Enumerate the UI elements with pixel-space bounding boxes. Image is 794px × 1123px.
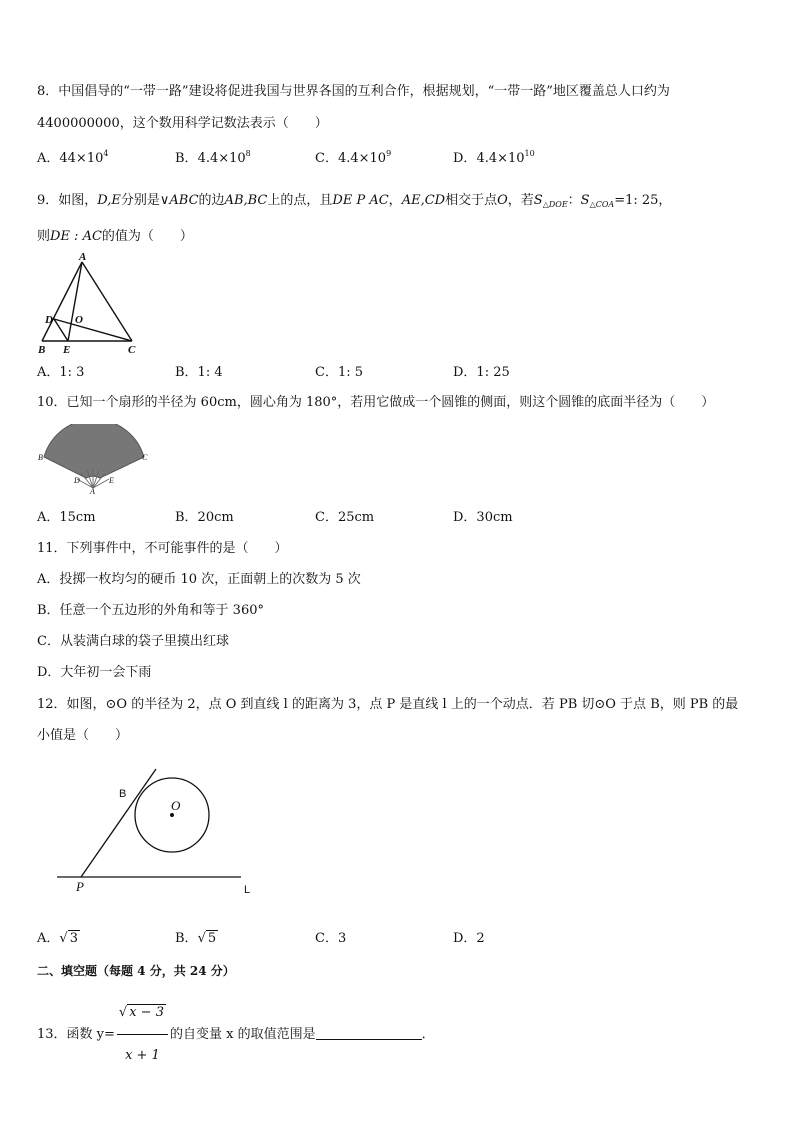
q9-s-sub-1: △DOE bbox=[542, 200, 568, 209]
q9-expr: DE : AC bbox=[50, 229, 102, 244]
center-o-dot bbox=[170, 813, 174, 817]
q13-end: ． bbox=[421, 1027, 435, 1042]
q12-option-b bbox=[175, 930, 218, 948]
option-base: 44×10 bbox=[59, 151, 104, 166]
q12-circle-figure bbox=[55, 760, 265, 898]
option-exponent: 8 bbox=[245, 149, 251, 158]
option-exponent: 10 bbox=[524, 149, 535, 158]
option-radicand: 3 bbox=[69, 931, 78, 946]
q9-s-sub-2: △COA bbox=[589, 200, 615, 209]
q9-text: 的边 bbox=[198, 193, 225, 208]
label-d: D bbox=[74, 476, 80, 485]
q12-option-c: C．3 bbox=[315, 931, 347, 946]
option-exponent: 4 bbox=[103, 149, 109, 158]
label-b: B bbox=[38, 453, 43, 462]
q9-text: ， bbox=[658, 193, 672, 208]
q9-s-letter: S bbox=[580, 193, 590, 208]
label-p: P bbox=[76, 879, 84, 894]
label-c: C bbox=[128, 344, 136, 356]
q12-option-d: D．2 bbox=[453, 931, 485, 946]
q10-option-c: C．25cm bbox=[315, 510, 375, 525]
q9-point-o: O bbox=[497, 193, 508, 208]
q8-stem-line-1: 8．中国倡导的“一带一路”建设将促进我国与世界各国的互利合作，根据规划，“一带一路”地区覆盖总人口约为 bbox=[37, 84, 670, 99]
q9-parallel: DE P AC bbox=[332, 193, 389, 208]
side-ab bbox=[42, 262, 82, 341]
segment-ae bbox=[68, 262, 82, 341]
label-o: O bbox=[171, 798, 181, 813]
option-exponent: 9 bbox=[386, 149, 392, 158]
option-label: A． bbox=[37, 931, 60, 946]
q9-text: 分别是 bbox=[120, 193, 160, 208]
q11-option-c: C．从装满白球的袋子里摸出红球 bbox=[37, 634, 229, 649]
q9-colon: ： bbox=[567, 193, 581, 208]
sqrt-icon: √ bbox=[197, 931, 206, 946]
option-base: 4.4×10 bbox=[337, 151, 387, 166]
q11-option-b: B．任意一个五边形的外角和等于 360° bbox=[37, 603, 264, 618]
label-d: D bbox=[45, 314, 53, 326]
label-a: A bbox=[90, 487, 95, 496]
q9-option-d: D．1: 25 bbox=[453, 365, 510, 380]
q9-prefix: 9．如图， bbox=[37, 193, 98, 208]
q9-triangle: ∨ABC bbox=[159, 193, 199, 208]
option-radicand: 5 bbox=[207, 931, 217, 946]
q9-points-de: D,E bbox=[97, 193, 121, 208]
option-label: B． bbox=[175, 931, 198, 946]
q9-text: 则 bbox=[37, 229, 51, 244]
q9-s-letter: S bbox=[533, 193, 543, 208]
q9-ratio-value: =1: 25 bbox=[614, 193, 659, 208]
label-b: B bbox=[38, 344, 46, 356]
q9-stem-line-1 bbox=[37, 192, 671, 214]
label-b: B bbox=[119, 788, 127, 800]
q10-option-b: B．20cm bbox=[175, 510, 234, 525]
q9-text: ， bbox=[388, 193, 402, 208]
q9-text: 的值为（ ） bbox=[101, 229, 193, 244]
q8-option-b bbox=[175, 150, 251, 168]
q8-option-d bbox=[453, 150, 535, 168]
label-a: A bbox=[79, 251, 87, 263]
q9-sides: AB,BC bbox=[224, 193, 268, 208]
numerator-radicand: x − 3 bbox=[129, 1005, 164, 1020]
q9-option-a: A．1: 3 bbox=[37, 365, 85, 380]
q8-option-c bbox=[315, 150, 391, 168]
label-c: C bbox=[142, 453, 148, 462]
q10-option-a: A．15cm bbox=[37, 510, 96, 525]
q13-fraction bbox=[117, 993, 168, 1076]
q11-option-d: D．大年初一会下雨 bbox=[37, 665, 152, 680]
q8-stem-line-2: 4400000000，这个数用科学记数法表示（ ） bbox=[37, 116, 328, 131]
option-base: 4.4×10 bbox=[197, 151, 246, 166]
option-base: 4.4×10 bbox=[476, 151, 525, 166]
q12-stem-line-2: 小值是（ ） bbox=[37, 728, 129, 743]
q9-option-c: C．1: 5 bbox=[315, 365, 364, 380]
q10-stem: 10．已知一个扇形的半径为 60cm，圆心角为 180°，若用它做成一个圆锥的侧面，则这个圆锥的底面半径为（ ） bbox=[37, 395, 715, 410]
q9-triangle-figure bbox=[34, 250, 144, 358]
q9-text: 上的点，且 bbox=[267, 193, 333, 208]
q10-fan-figure bbox=[34, 424, 154, 496]
q11-stem: 11．下列事件中，不可能事件的是（ ） bbox=[37, 541, 288, 556]
fraction-numerator: √ x − 3 bbox=[117, 993, 168, 1035]
option-label: D． bbox=[453, 151, 477, 166]
option-label: B． bbox=[175, 151, 198, 166]
q13-suffix: 的自变量 x 的取值范围是 bbox=[169, 1027, 316, 1042]
q12-stem-line-1: 12．如图，⊙O 的半径为 2，点 O 到直线 l 的距离为 3，点 P 是直线 l 上的一个动点．若 PB 切⊙O 于点 B，则 PB 的最 bbox=[37, 697, 739, 712]
q12-option-a bbox=[37, 930, 80, 948]
q11-option-a: A．投掷一枚均匀的硬币 10 次，正面朝上的次数为 5 次 bbox=[37, 572, 361, 587]
answer-blank[interactable] bbox=[316, 1027, 422, 1040]
fan-surface bbox=[44, 424, 144, 478]
label-l: L bbox=[244, 884, 251, 896]
q13-stem bbox=[37, 993, 435, 1076]
fraction-denominator: x + 1 bbox=[125, 1048, 160, 1063]
q9-stem-line-2 bbox=[37, 228, 193, 246]
option-label: A． bbox=[37, 151, 60, 166]
q9-text: 相交于点 bbox=[445, 193, 498, 208]
label-o: O bbox=[75, 314, 83, 326]
q9-option-b: B．1: 4 bbox=[175, 365, 223, 380]
q9-text: ，若 bbox=[507, 193, 534, 208]
sqrt-icon: √ bbox=[59, 931, 68, 946]
q10-option-d: D．30cm bbox=[453, 510, 513, 525]
q8-option-a bbox=[37, 150, 108, 168]
tangent-pb bbox=[81, 769, 156, 877]
q13-prefix: 13．函数 y= bbox=[37, 1027, 115, 1042]
label-e: E bbox=[63, 344, 71, 356]
section-title: 二、填空题（每题 4 分，共 24 分） bbox=[37, 964, 235, 978]
label-e: E bbox=[109, 476, 114, 485]
q9-lines: AE,CD bbox=[401, 193, 446, 208]
option-label: C． bbox=[315, 151, 338, 166]
